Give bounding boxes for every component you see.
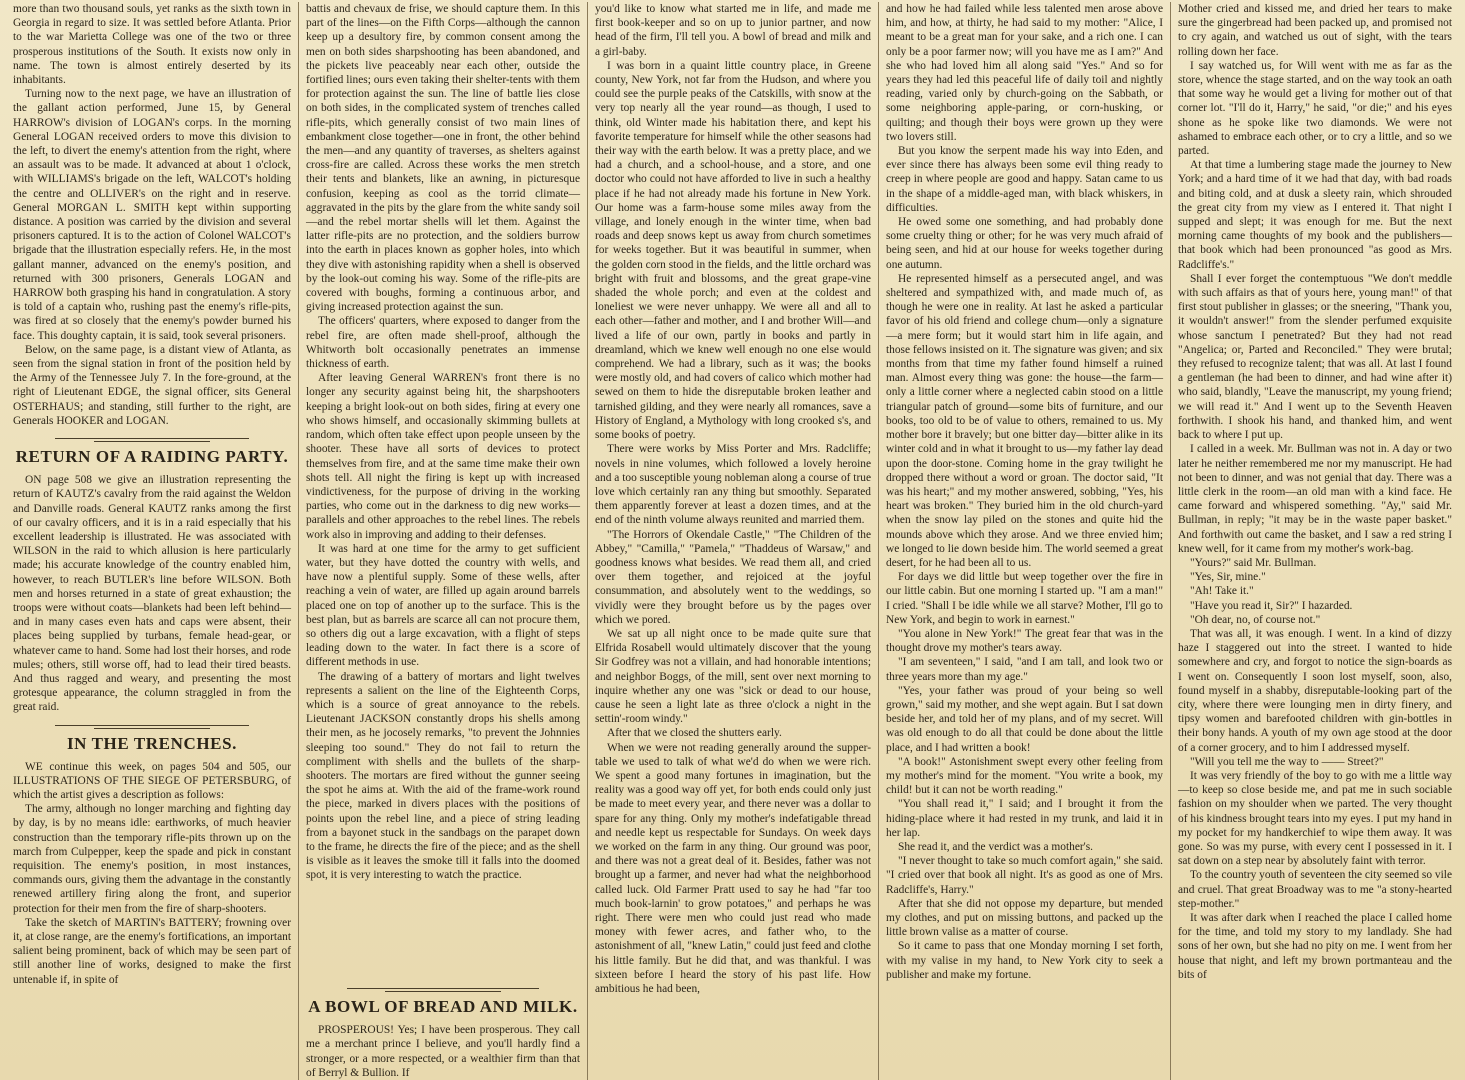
paragraph: We sat up all night once to be made quite sure that Elfrida Rosabell would ultimately discover that the young Sir Godfrey was not a villain, and had honorable intentions; and neighbor Boggs, of the mill, sent over next morning to inquire whether any one was "sick or dead to our house, cause he seen a light late as three o'clock a night in the settin'-room windy." (595, 627, 871, 726)
paragraph: "A book!" Astonishment swept every other feeling from my mother's mind for the moment. "You write a book, my child! but it can not be worth reading." (886, 755, 1163, 797)
paragraph: The drawing of a battery of mortars and light twelves represents a salient on the line of the Eighteenth Corps, which is a source of great annoyance to the rebels. Lieutenant JACKSON constantly drops his shells among their men, as he jocosely remarks, "to prevent the Johnnies sleeping too sound." They do not fail to return the compliment with shells and the bullets of the sharp-shooters. The mortars are fired without the gunner seeing the spot he aims at. With the aid of the frame-work round the piece, marked in divers places with the positions of points upon the rebel line, and a piece of string leading from a bayonet stuck in the sandbags on the parapet down to the frame, he directs the fire of the piece; and as the shell is visible as it leaves the smoke till it falls into the doomed spot, it is very interesting to watch the practice. (306, 670, 580, 882)
section-heading-in-the-trenches: IN THE TRENCHES. (66, 733, 238, 753)
paragraph: Take the sketch of MARTIN's BATTERY; frowning over it, at close range, are the enemy's fortifications, an important salient being prominent, back of which may be seen part of still another line of works, designed to make the first untenable if, in spite of (13, 916, 291, 986)
paragraph: After that she did not oppose my departure, but mended my clothes, and put on missing buttons, and packed up the little brown valise as a matter of course. (886, 897, 1163, 939)
paragraph: "Will you tell me the way to —— Street?" (1190, 755, 1384, 768)
paragraph: The officers' quarters, where exposed to danger from the rebel fire, are often made shell-proof, although the Whitworth bolt occasionally penetrates an immense thickness of earth. (306, 315, 580, 371)
paragraph: "I never thought to take so much comfort again," she said. "I cried over that book all night. It's as good as one of Mrs. Radcliffe's, Harry." (886, 855, 1163, 896)
paragraph: "I am seventeen," I said, "and I am tall, and look two or three years more than my age." (886, 656, 1163, 683)
paragraph: Shall I ever forget the contemptuous "We don't meddle with such affairs as that of yours here, young man!" of that first stout publisher in glasses; or the sneering, "Thank you, it wouldn't answer!" from the slender perfumed exquisite whose sanctum I penetrated? But they had not read "Angelica; or, Parted and Reconciled." They were brutal; they refused to recognize talent; that was all. At last I found a gentleman (he had been to dinner, and had wine after it) who said, blandly, "Leave the manuscript, my young friend; we will read it." And I went up to the Seventh Heaven forthwith. I shook his hand, and thanked him, and went back to where I put up. (1178, 272, 1452, 442)
paragraph: "The Horrors of Okendale Castle," "The Children of the Abbey," "Camilla," "Pamela," "Thaddeus of Warsaw," and goodness knows what besides. We read them all, and cried over them together, and rejoiced at the joyful consummation, and absolutely went to the weddings, so vividly were they brought before us by the pages over which we pored. (595, 528, 871, 626)
section-heading-bread-and-milk: A BOWL OF BREAD AND MILK. (308, 997, 578, 1017)
paragraph: That was all, it was enough. I went. In a kind of dizzy haze I staggered out into the street. I wanted to hide somewhere and cry, and forgot to notice the sign-boards as I went on. Consequently I soon lost myself, soon, also, found myself in a shabby, disreputable-looking part of the city, where there were lounging men in dirty finery, and tipsy women and barefooted children with gin-bottles in their bony hands. A youth of my own age stood at the door of a corner grocery, and to him I addressed myself. (1178, 627, 1452, 754)
paragraph: At that time a lumbering stage made the journey to New York; and a hard time of it we had that day, with bad roads and biting cold, and at dusk a sleety rain, which shrouded the great city from my view as I entered it. That night I supped and slept; it was enough for me. But the next morning came thoughts of my book and the publishers—that book which had been pronounced "as good as Mrs. Radcliffe's." (1178, 159, 1452, 271)
paragraph: I was born in a quaint little country place, in Greene county, New York, not far from the Hudson, and where you could see the purple peaks of the Catskills, with snow at the very top nearly all the year round—as though, I used to think, old Winter made his habitation there, and kept his favorite temperature for himself while the other seasons had their way with the earth below. It was a pretty place, and we had a church, and a school-house, and a store, and one doctor who could not have afforded to live in such a healthy place if he had not already made his fortune in New York. Our home was a farm-house some miles away from the village, and lonely enough in the winter time, when bad roads and deep snows kept us away from church sometimes for weeks together. But it was beautiful in summer, when the golden corn stood in the fields, and the little orchard was bright with fruit and blossoms, and the great grape-vine shaded the whole porch; and even at the coldest and loneliest we were never unhappy. We were all and all to each other—father and mother, and I and brother Will—and lived a life of our own, partly in books and partly in dreamland, which we knew well enough no one else would comprehend. We had a library, such as it was; the books were mostly old, and had covers of calico which mother had sewed on them to hide the disreputable broken leather and tarnished gilding, and they were nearly all romances, save a History of England, a Mythology with long crooked s's, and some books of poetry. (595, 59, 871, 442)
paragraph: For days we did little but weep together over the fire in our little cabin. But one morning I started up. "I am a man!" I cried. "Shall I be idle while we all starve? Mother, I'll go to New York, and begin to work in earnest." (886, 571, 1163, 626)
paragraph: "Yes, Sir, mine." (1190, 571, 1266, 584)
paragraph: more than two thousand souls, yet ranks as the sixth town in Georgia in regard to size. It was settled before Atlanta. Prior to the war Marietta College was one of the two or three prosperous institutions of the South. It exists now only in name. The town is almost entirely deserted by its inhabitants. (13, 3, 291, 87)
paragraph: There were works by Miss Porter and Mrs. Radcliffe; novels in nine volumes, which followed a lovely heroine and a too susceptible young nobleman along a course of true love which certainly ran any thing but smoothly. Separated them apparently forever at least a dozen times, and at the end of the ninth volume always reunited and married them. (595, 443, 871, 527)
paragraph: "Have you read it, Sir?" I hazarded. (1190, 599, 1353, 612)
paragraph: "Ah! Take it." (1190, 585, 1254, 598)
paragraph: When we were not reading generally around the supper-table we used to talk of what we'd do when we were rich. We spent a good many fortunes in imagination, but the reality was a good way off yet, for both ends could only just be made to meet every year, and there never was a dollar to spare for any thing. Only my mother's indefatigable thread and needle kept us respectable for Sundays. On week days we worked on the farm in any thing. Our ground was poor, and there was not a great deal of it. Besides, father was not brought up a farmer, and never had what the neighborhood called luck. Old Farmer Pratt used to say he had "far too much book-larnin' to grow potatoes," and perhaps he was right. There were men who could just read who made money with fewer acres, and father who, to the astonishment of all, "knew Latin," could just feed and clothe his little family. But he did that, and was thankful. I was sixteen before I heard the story of his past life. How ambitious he had been, (595, 741, 871, 996)
column-3 (587, 2, 878, 1080)
paragraph: Mother cried and kissed me, and dried her tears to make sure the gingerbread had been packed up, and promised not to cry again, and watched us out of sight, with the tears rolling down her face. (1178, 3, 1452, 58)
paragraph: But you know the serpent made his way into Eden, and ever since there has always been some evil thing ready to creep in where people are good and happy. Satan came to us in the shape of a middle-aged man, with black whiskers, in difficulties. (886, 145, 1163, 214)
paragraph: Below, on the same page, is a distant view of Atlanta, as seen from the signal station in front of the position held by the Army of the Tennessee July 7. In the fore-ground, at the right of Lieutenant EDGE, the signal officer, sits General OSTERHAUS; and standing, still further to the right, are Generals HOOKER and LOGAN. (13, 343, 291, 427)
paragraph: I say watched us, for Will went with me as far as the store, whence the stage started, and on the way took an oath that some way he would get a living for mother out of that corner lot. "I'll do it, Harry," he said, "or die;" and his eyes shone as he spoke like two diamonds. We were not ashamed to embrace each other, or to cry a little, and so we parted. (1178, 59, 1452, 158)
paragraph: and how he had failed while less talented men arose above him, and how, at thirty, he had said to my mother: "Alice, I meant to be a great man for your sake, and a rich one. I can only be a poor farmer now; will you have me as I am?" And she who had loved him all along said "Yes." And so for years they had led this peaceful life of daily toil and nightly reading, varied only by church-going on the Sabbath, or some neighboring apple-paring, or corn-husking, or quilting; and though their boys were grown up they were two lovers still. (886, 3, 1163, 143)
paragraph: "Yours?" said Mr. Bullman. (1190, 556, 1317, 569)
column-2 (298, 2, 587, 1080)
paragraph: I called in a week. Mr. Bullman was not in. A day or two later he neither remembered me nor my manuscript. He had not been to dinner, and was not genial that day. There was a little clerk in the room—an old man with a kind face. He came forward and whispered something. "Ay," said Mr. Bullman, in reply; "it may be in the waste paper basket." And forthwith out came the basket, and I saw a red string I knew well, for it came from my mother's work-bag. (1178, 443, 1452, 555)
section-divider (347, 988, 539, 989)
paragraph: To the country youth of seventeen the city seemed so vile and cruel. That great Broadway was to me "a stony-hearted step-mother." (1178, 869, 1452, 910)
paragraph: He represented himself as a persecuted angel, and was sheltered and sympathized with, and made much of, as though he were one in reality. At last he asked a particular favor of his old friend and college chum—only a signature—a mere form; but it would start him in life again, and those fellows insisted on it. The signature was given; and six months from that time my father found himself a ruined man. Almost every thing was gone: the house—the farm—only a little corner where a neglected cabin stood on a little triangular patch of ground—some bits of furniture, and our books, too old to be of value to others, remained to us. My mother bore it bravely; but one bitter day—bitter alike in its winter cold and in what it brought to us—my father lay dead upon the door-stone. Coming home in the gray twilight he dropped there without a word or groan. The doctor said, "It was his heart;" and my mother answered, sobbing, "Yes, his heart was broken." They buried him in the old church-yard when the snow lay piled on the stones and quite hid the mounds above which they arose. And we three envied him; we longed to lie down beside him. The world seemed a great desert, for he had been all to us. (886, 272, 1163, 569)
paragraph: WE continue this week, on pages 504 and 505, our ILLUSTRATIONS OF THE SIEGE OF PETERSBURG, of which the artist gives a description as follows: (13, 760, 291, 801)
section-divider (55, 438, 250, 439)
column-4 (878, 2, 1170, 1080)
paragraph: He owed some one something, and had probably done some cruelty thing or other; for he was very much afraid of being seen, and hid at our house for weeks together during one autumn. (886, 216, 1163, 271)
section-divider (55, 725, 250, 726)
paragraph: ON page 508 we give an illustration representing the return of KAUTZ's cavalry from the raid against the Weldon and Danville roads. General KAUTZ ranks among the first of our cavalry officers, and it is in a raid especially that his excellent leadership is illustrated. He was associated with WILSON in the raid to which allusion is here particularly made; his accurate knowledge of the country enabled him, however, to reach BUTLER's line before WILSON. Both men and horses returned in a state of great exhaustion; the troops were without coats—blankets had been left behind—and in many cases even hats and caps were absent, their places being supplied by turbans, female head-gear, or whatever came to hand. Some had lost their horses, and rode mules; others, still worse off, had to lead their tired beasts. And thus ragged and weary, and presenting the most grotesque appearance, the column straggled in from the great raid. (13, 474, 291, 714)
paragraph: battis and chevaux de frise, we should capture them. In this part of the lines—on the Fifth Corps—although the cannon keep up a desultory fire, by common consent among the men on both sides sharpshooting has been abandoned, and the pickets live peaceably near each other, outside the fortified lines; ours even taking their shelter-tents with them for protection against the sun. The line of battle lies close on both sides, in the complicated system of trenches called rifle-pits, which generally consist of two main lines of embankment close together—one in front, the other behind the men—and any quantity of traverses, as shelters against cross-fire are called. Across these works the men stretch their tents and blankets, like an awning, in picturesque confusion, keeping as cool as the torrid climate—aggravated in the pits by the glare from the white sandy soil—and the rebel mortar shells will let them. Against the latter rifle-pits are no protection, and the soldiers burrow into the earth in places known as gopher holes, into which they dive with astonishing rapidity when a shell is observed by the look-out coming his way. Some of the rifle-pits are covered with boughs, forming a continuous arbor, and giving increased protection against the sun. (306, 3, 580, 314)
section-heading-raiding-party: RETURN OF A RAIDING PARTY. (15, 447, 289, 467)
paragraph: She read it, and the verdict was a mother's. (898, 840, 1093, 853)
paragraph: So it came to pass that one Monday morning I set forth, with my valise in my hand, to New York city to seek a publisher and make my fortune. (886, 940, 1163, 981)
paragraph: "Oh dear, no, of course not." (1190, 613, 1321, 626)
paragraph: It was hard at one time for the army to get sufficient water, but they have dotted the country with wells, and have now a plentiful supply. Some of these wells, after reaching a vein of water, are filled up again around barrels placed one on top of another up to the surface. This is the best plan, but as barrels are scarce all can not procure them, so others dig out a large excavation, with a flight of steps leading down to the water. In fact there is a score of different methods in use. (306, 542, 580, 669)
paragraph: After that we closed the shutters early. (607, 727, 782, 740)
paragraph: you'd like to know what started me in life, and made me first book-keeper and so on up to junior partner, and now head of the firm, I'll tell you. A bowl of bread and milk and a girl-baby. (595, 3, 871, 58)
bottom-story (306, 978, 580, 1080)
column-1 (6, 2, 298, 1080)
paragraph: "You shall read it," I said; and I brought it from the hiding-place where it had rested in my trunk, and laid it in her lap. (886, 798, 1163, 839)
paragraph: "You alone in New York!" The great fear that was in the thought drove my mother's tears away. (886, 627, 1163, 655)
paragraph: The army, although no longer marching and fighting day by day, is by no means idle: earthworks, of much heavier construction than the temporary rifle-pits thrown up on the march from Culpepper, keep the spade and pick in constant requisition. The enemy's position, in most instances, commands ours, giving them the advantage in the constantly renewed artillery firing along the front, and superior protection for their men from the fire of sharp-shooters. (13, 803, 291, 915)
paragraph: PROSPEROUS! Yes; I have been prosperous. They call me a merchant prince I believe, and you'll hardly find a stronger, or a more respected, or a wealthier firm than that of Berryl & Bullion. If (306, 1024, 580, 1079)
paragraph: After leaving General WARREN's front there is no longer any security against being hit, the sharpshooters keeping a bright look-out on both sides, firing at every one who shows himself, and occasionally skimming bullets at random, which often take effect upon people unseen by the shooter. These have all sorts of devices to protect themselves from fire, and at the same time make their own shots tell. All night the firing is kept up with increased vindictiveness, for the purpose of driving in the working parties, who come out in the darkness to dig new works—parallels and other approaches to the rebel lines. The rebels work also in improving and adding to their defenses. (306, 372, 580, 541)
paragraph: Turning now to the next page, we have an illustration of the gallant action performed, June 15, by General HARROW's division of LOGAN's corps. In the morning General LOGAN received orders to move this division to the left, to divert the enemy's attention from the right, where an assault was to be made. It advanced at about 1 o'clock, with WILLIAMS's brigade on the left, WALCOT's holding the centre and OLLIVER's on the right and in reserve. General MORGAN L. SMITH kept within supporting distance. A position was carried by the division and several prisoners captured. It is to the action of Colonel WALCOT's brigade that the illustration especially refers. He, in the most gallant manner, advanced on the enemy's position, and returned with 300 prisoners, Generals LOGAN and HARROW both grasping his hand in congratulation. A story is told of a captain who, rushing past the enemy's rifle-pits, was fired at so closely that the enemy's powder burned his face. This doughty captain, it is said, took several prisoners. (13, 88, 291, 342)
column-5 (1170, 2, 1459, 1080)
paragraph: It was after dark when I reached the place I called home for the time, and told my story to my landlady. She had sons of her own, but she had no pity on me. I went from her house that night, and left my brown portmanteau and the bits of (1178, 912, 1452, 981)
paragraph: It was very friendly of the boy to go with me a little way—to keep so close beside me, and pat me in such sociable fashion on my shoulder when we parted. The very thought of his kindness brought tears into my eyes. I put my hand in my pocket for my handkerchief to wipe them away. It was gone. So was my purse, with every cent I possessed in it. I sat down on a step near by absolutely faint with terror. (1178, 769, 1452, 868)
paragraph: "Yes, your father was proud of your being so well grown," said my mother, and she wept again. But I sat down beside her, and told her of my plans, and of my secret. Will was old enough to do all that could be done about the little place, and I had written a book! (886, 684, 1163, 754)
